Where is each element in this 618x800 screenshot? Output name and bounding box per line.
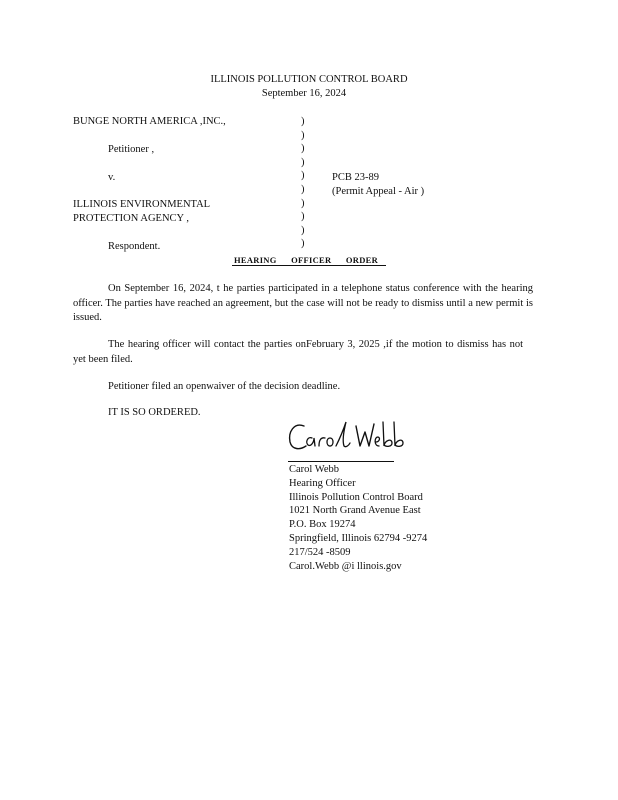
paragraph-so-ordered: IT IS SO ORDERED.: [108, 407, 201, 418]
signer-organization: Illinois Pollution Control Board: [289, 491, 423, 503]
handwritten-signature-image: [286, 418, 416, 458]
signer-address-po-box: P.O. Box 19274: [289, 519, 356, 531]
order-date: September 16, 2024: [261, 88, 347, 99]
caption-parentheses: [301, 115, 305, 251]
versus-label: v.: [108, 172, 116, 183]
signer-name: Carol Webb: [289, 464, 339, 475]
paren: ): [301, 211, 305, 223]
signature-block: [289, 463, 427, 573]
paren: ): [301, 224, 305, 236]
respondent-label: Respondent.: [108, 241, 161, 252]
paren: ): [301, 238, 305, 250]
signer-title: Hearing Officer: [289, 477, 356, 489]
order-title: [0, 255, 618, 265]
paren: ): [301, 116, 305, 127]
case-type: (Permit Appeal - Air ): [332, 186, 425, 197]
paren: ): [301, 197, 305, 209]
petitioner-label: Petitioner ,: [108, 144, 155, 155]
signer-address-city: Springfield, Illinois 62794 -9274: [289, 532, 428, 544]
paren: ): [301, 156, 305, 168]
signer-phone: 217/524 -8509: [289, 546, 351, 558]
signature-line: [288, 461, 394, 462]
paren: ): [301, 129, 305, 141]
order-title-text: HEARING OFFICER ORDER: [232, 255, 386, 266]
board-title: ILLINOIS POLLUTION CONTROL BOARD: [210, 74, 408, 85]
paragraph-waiver: Petitioner filed an openwaiver of the decision deadline.: [108, 381, 341, 392]
respondent-name-line2: PROTECTION AGENCY ,: [73, 213, 189, 224]
petitioner-name: BUNGE NORTH AMERICA ,INC.,: [73, 116, 226, 127]
paragraph-next-contact: The hearing officer will contact the parties onFebruary 3, 2025 ,if the motion to dismiss has not yet been filed.: [73, 339, 523, 365]
signer-address-street: 1021 North Grand Avenue East: [289, 505, 421, 517]
respondent-name-line1: ILLINOIS ENVIRONMENTAL: [73, 199, 211, 210]
paragraph-status-conference: On September 16, 2024, t he parties participated in a telephone status conference with the hearing officer. The parties have reached an agreement, but the case will not be ready to dismiss until a new permit is issued.: [73, 283, 533, 323]
case-number: PCB 23-89: [332, 172, 379, 183]
paren: ): [301, 143, 305, 155]
signer-email: Carol.Webb @i llinois.gov: [289, 560, 402, 572]
paren: ): [301, 183, 305, 195]
paren: ): [301, 170, 305, 182]
